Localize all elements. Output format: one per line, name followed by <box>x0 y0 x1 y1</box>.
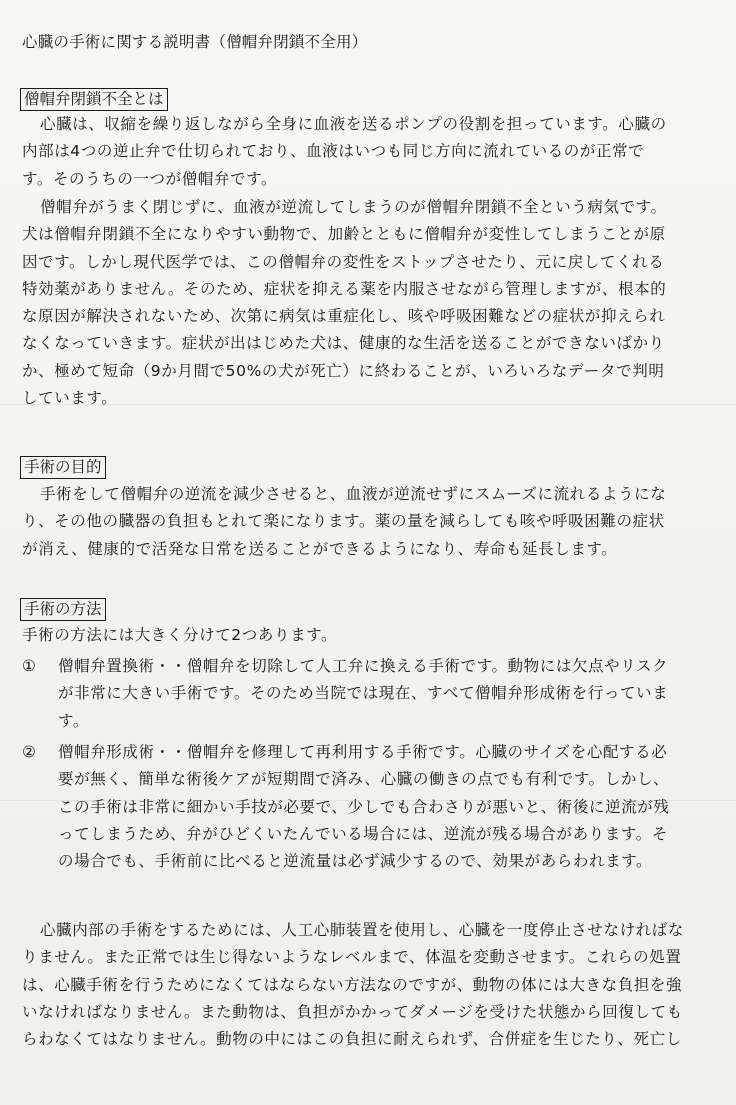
text-line: 手術をして僧帽弁の逆流を減少させると、血液が逆流せずにスムーズに流れるようにな <box>40 485 667 503</box>
section-heading-about: 僧帽弁閉鎖不全とは <box>20 88 168 111</box>
text-line: は、心臓手術を行うためになくてはならない方法なのですが、動物の体には大きな負担を強 <box>22 975 683 994</box>
text-line: が非常に大きい手術です。そのため当院では現在、すべて僧帽弁形成術を行っていま <box>58 684 669 703</box>
text-line: 犬は僧帽弁閉鎖不全になりやすい動物で、加齢とともに僧帽弁が変性してしまうことが原 <box>22 225 666 244</box>
text-line: 因です。しかし現代医学では、この僧帽弁の変性をストップさせたり、元に戻してくれる <box>22 252 665 271</box>
text-line: 特効薬がありません。そのため、症状を抑える薬を内服させながら管理しますが、根本的 <box>22 279 667 298</box>
text-line: らわなくてはなりません。動物の中にはこの負担に耐えられず、合併症を生じたり、死亡し <box>22 1030 682 1049</box>
text-line: 心臓は、収縮を繰り返しながら全身に血液を送るポンプの役割を担っています。心臓の <box>40 115 667 133</box>
text-line: しています。 <box>22 389 118 408</box>
list-marker: ① <box>22 657 37 675</box>
list-marker: ② <box>22 743 37 761</box>
text-line: 手術の方法には大きく分けて2つあります。 <box>22 626 338 644</box>
list-item-body <box>58 653 718 735</box>
document-title: 心臓の手術に関する説明書（僧帽弁閉鎖不全用） <box>22 33 368 51</box>
text-line: 僧帽弁形成術・・僧帽弁を修理して再利用する手術です。心臓のサイズを心配する必 <box>58 743 668 761</box>
text-line: この手術は非常に細かい手技が必要で、少しでも合わさりが悪いと、術後に逆流が残 <box>58 797 670 816</box>
purpose-paragraph <box>22 481 716 563</box>
text-line: が消え、健康的で活発な日常を送ることができるようになり、寿命も延長します。 <box>22 539 618 558</box>
text-line: なくなっていきます。症状が出はじめた犬は、健康的な生活を送ることができないばかり <box>22 334 665 353</box>
text-line: ってしまうため、弁がひどくいたんでいる場合には、逆流が残る場合があります。そ <box>58 824 668 843</box>
text-line: 心臓内部の手術をするためには、人工心肺装置を使用し、心臓を一度停止させなければな <box>40 921 685 939</box>
text-line: り、その他の臓器の負担もとれて楽になります。薬の量を減らしても咳や呼吸困難の症状 <box>22 512 665 531</box>
text-line: 僧帽弁置換術・・僧帽弁を切除して人工弁に換える手術です。動物には欠点やリスク <box>58 657 669 675</box>
about-paragraph-2 <box>22 194 716 412</box>
text-line: 要が無く、簡単な術後ケアが短期間で済み、心臓の働きの点でも有利です。しかし、 <box>58 770 670 789</box>
section-heading-method: 手術の方法 <box>20 598 106 621</box>
text-line: す。そのうちの一つが僧帽弁です。 <box>22 169 278 188</box>
text-line: す。 <box>58 711 89 730</box>
list-item-body <box>58 739 718 875</box>
closing-paragraph <box>22 917 716 1053</box>
text-line: な原因が解決されないため、次第に病気は重症化し、咳や呼吸困難などの症状が抑えられ <box>22 307 666 326</box>
text-line: 僧帽弁がうまく閉じずに、血液が逆流してしまうのが僧帽弁閉鎖不全という病気です。 <box>40 198 667 216</box>
method-intro <box>22 622 716 649</box>
text-line: か、極めて短命（9か月間で50%の犬が死亡）に終わることが、いろいろなデータで判明 <box>22 361 665 380</box>
section-heading-purpose: 手術の目的 <box>20 456 106 479</box>
text-line: りません。また正常では生じ得ないようなレベルまで、体温を変動させます。これらの処置 <box>22 948 682 967</box>
about-paragraph-1 <box>22 111 716 193</box>
text-line: いなければなりません。また動物は、負担がかかってダメージを受けた状態から回復しても <box>22 1002 683 1021</box>
text-line: の場合でも、手術前に比べると逆流量は必ず減少するので、効果があらわれます。 <box>58 852 653 871</box>
text-line: 内部は4つの逆止弁で仕切られており、血液はいつも同じ方向に流れているのが正常で <box>22 142 645 161</box>
